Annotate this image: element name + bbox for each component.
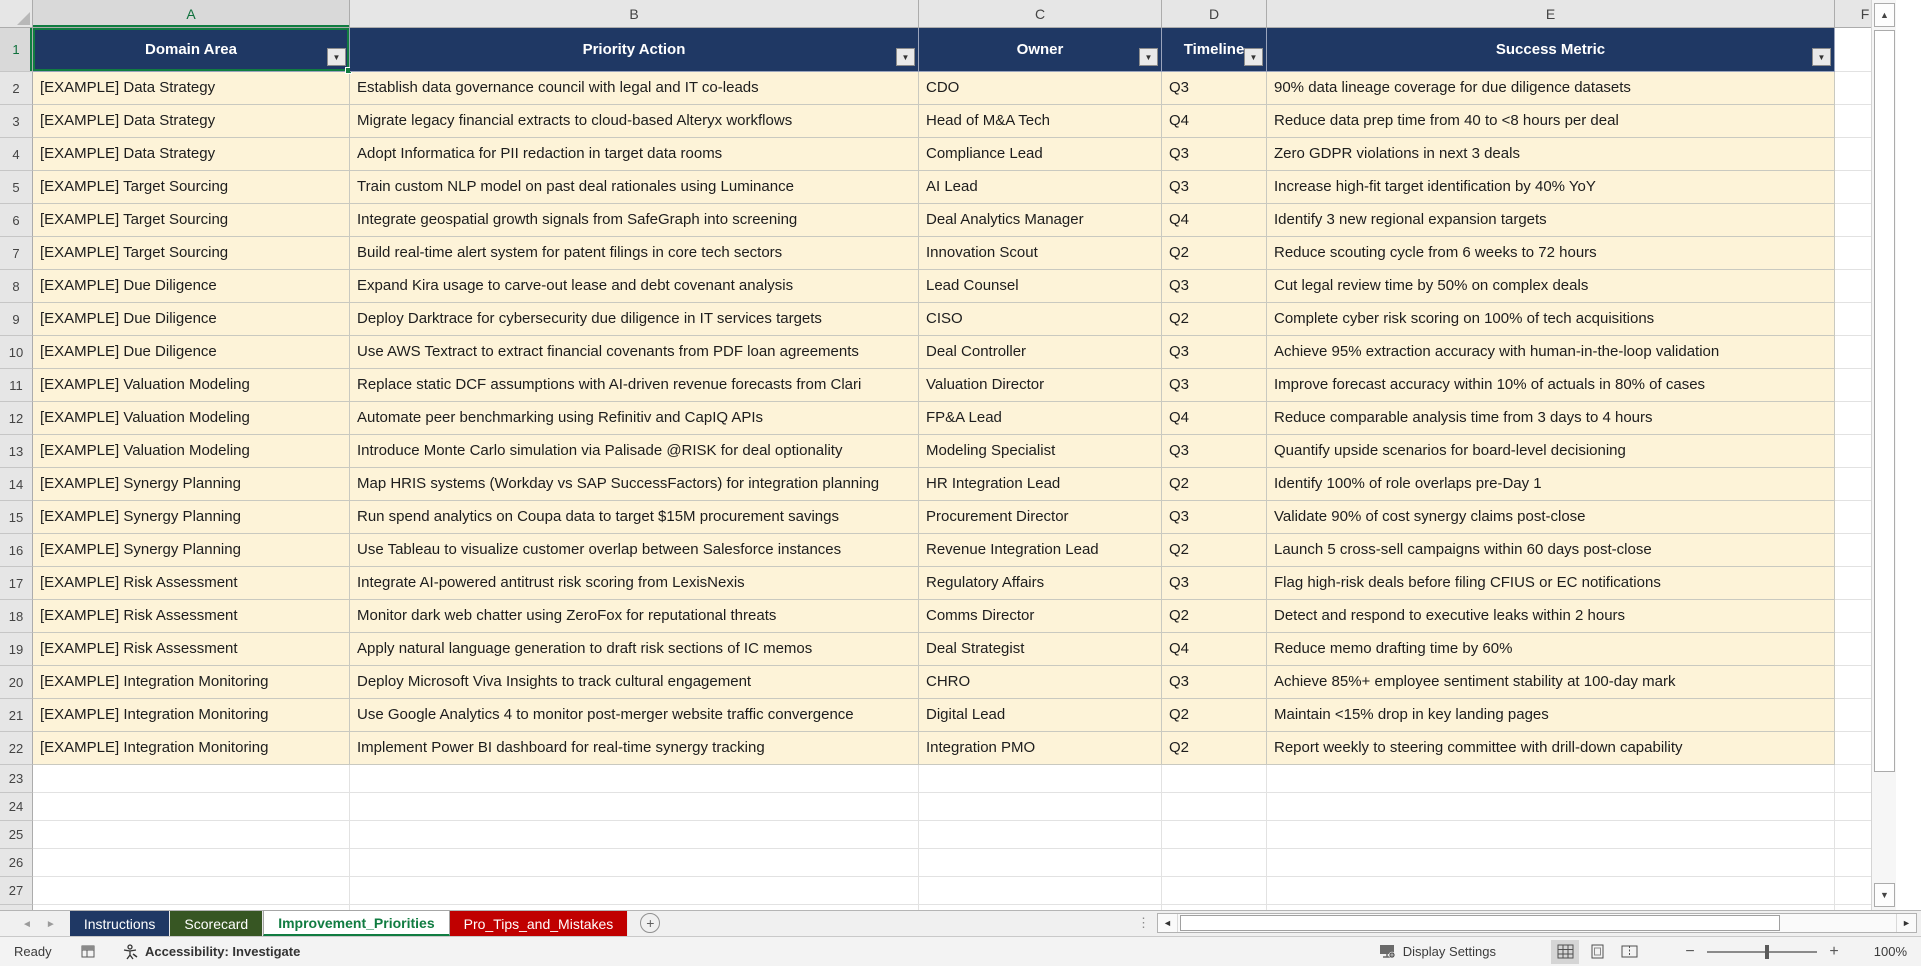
cell[interactable] bbox=[350, 793, 919, 821]
cell[interactable]: Integrate geospatial growth signals from SafeGraph into screening bbox=[350, 204, 919, 237]
cell[interactable]: Report weekly to steering committee with drill-down capability bbox=[1267, 732, 1835, 765]
table-row bbox=[33, 567, 1896, 600]
filter-dropdown-icon[interactable]: ▼ bbox=[1139, 48, 1158, 66]
filter-dropdown-icon[interactable]: ▼ bbox=[1244, 48, 1263, 66]
empty-row bbox=[33, 821, 1896, 849]
row-header[interactable]: 9 bbox=[0, 303, 33, 336]
cell[interactable]: Integrate AI-powered antitrust risk scoring from LexisNexis bbox=[350, 567, 919, 600]
cell[interactable]: Identify 100% of role overlaps pre-Day 1 bbox=[1267, 468, 1835, 501]
cell[interactable] bbox=[919, 765, 1162, 793]
horizontal-scroll-thumb[interactable] bbox=[1180, 915, 1780, 931]
select-all-triangle bbox=[17, 12, 30, 25]
row-header[interactable]: 23 bbox=[0, 765, 33, 793]
tab-bar-right bbox=[1137, 910, 1921, 936]
cell[interactable]: Reduce scouting cycle from 6 weeks to 72 hours bbox=[1267, 237, 1835, 270]
cell[interactable] bbox=[1162, 821, 1267, 849]
cell[interactable]: Q2 bbox=[1162, 468, 1267, 501]
cell[interactable]: Run spend analytics on Coupa data to target $15M procurement savings bbox=[350, 501, 919, 534]
cell[interactable]: Use AWS Textract to extract financial covenants from PDF loan agreements bbox=[350, 336, 919, 369]
cell[interactable] bbox=[33, 849, 350, 877]
sheet-tab-instructions[interactable]: Instructions bbox=[70, 911, 171, 936]
zoom-level[interactable]: 100% bbox=[1873, 944, 1907, 959]
cell[interactable] bbox=[33, 793, 350, 821]
status-right bbox=[1379, 940, 1921, 964]
cell[interactable] bbox=[919, 821, 1162, 849]
cell[interactable]: Introduce Monte Carlo simulation via Palisade @RISK for deal optionality bbox=[350, 435, 919, 468]
cell[interactable]: Achieve 95% extraction accuracy with human-in-the-loop validation bbox=[1267, 336, 1835, 369]
macro-record-icon[interactable] bbox=[80, 944, 96, 960]
status-left bbox=[0, 943, 300, 960]
cell[interactable]: [EXAMPLE] Data Strategy bbox=[33, 72, 350, 105]
sheet-tab-bar bbox=[0, 910, 1921, 936]
cell[interactable]: Q3 bbox=[1162, 666, 1267, 699]
cell[interactable]: CISO bbox=[919, 303, 1162, 336]
cell[interactable]: Q2 bbox=[1162, 699, 1267, 732]
cell[interactable]: Detect and respond to executive leaks within 2 hours bbox=[1267, 600, 1835, 633]
table-row bbox=[33, 270, 1896, 303]
scroll-up-icon[interactable]: ▲ bbox=[1874, 3, 1895, 27]
cell[interactable]: Apply natural language generation to draft risk sections of IC memos bbox=[350, 633, 919, 666]
cell[interactable] bbox=[919, 849, 1162, 877]
row-header[interactable]: 22 bbox=[0, 732, 33, 765]
table-row bbox=[33, 699, 1896, 732]
cell[interactable]: Q4 bbox=[1162, 402, 1267, 435]
empty-row bbox=[33, 793, 1896, 821]
scroll-left-icon[interactable]: ◄ bbox=[1158, 914, 1178, 932]
cell[interactable]: Deal Strategist bbox=[919, 633, 1162, 666]
cell[interactable]: HR Integration Lead bbox=[919, 468, 1162, 501]
table-row bbox=[33, 633, 1896, 666]
display-settings-label: Display Settings bbox=[1402, 944, 1496, 959]
header-label: Priority Action bbox=[582, 41, 686, 58]
row-header[interactable]: 26 bbox=[0, 849, 33, 877]
cell[interactable]: Q4 bbox=[1162, 105, 1267, 138]
cell[interactable]: Automate peer benchmarking using Refinitiv and CapIQ APIs bbox=[350, 402, 919, 435]
cell[interactable]: Deal Analytics Manager bbox=[919, 204, 1162, 237]
cell[interactable]: Reduce comparable analysis time from 3 days to 4 hours bbox=[1267, 402, 1835, 435]
cell[interactable]: Q3 bbox=[1162, 138, 1267, 171]
table-row bbox=[33, 72, 1896, 105]
cell[interactable]: Deal Controller bbox=[919, 336, 1162, 369]
display-settings-button[interactable] bbox=[1379, 944, 1496, 960]
cell[interactable]: Complete cyber risk scoring on 100% of tech acquisitions bbox=[1267, 303, 1835, 336]
table-row bbox=[33, 600, 1896, 633]
table-row bbox=[33, 105, 1896, 138]
cell[interactable]: [EXAMPLE] Valuation Modeling bbox=[33, 435, 350, 468]
cell[interactable] bbox=[33, 821, 350, 849]
cell[interactable]: Reduce data prep time from 40 to <8 hours per deal bbox=[1267, 105, 1835, 138]
tab-scroll-right-icon[interactable]: ► bbox=[45, 919, 56, 930]
page-break-preview-button[interactable] bbox=[1615, 940, 1643, 964]
row-header[interactable]: 10 bbox=[0, 336, 33, 369]
column-header-a[interactable]: A bbox=[33, 0, 350, 27]
cell[interactable]: [EXAMPLE] Synergy Planning bbox=[33, 468, 350, 501]
row-header[interactable]: 19 bbox=[0, 633, 33, 666]
scroll-down-icon[interactable]: ▼ bbox=[1874, 883, 1895, 907]
table-row bbox=[33, 666, 1896, 699]
cell[interactable]: Q3 bbox=[1162, 171, 1267, 204]
table-row bbox=[33, 138, 1896, 171]
cell[interactable]: Digital Lead bbox=[919, 699, 1162, 732]
table-row bbox=[33, 204, 1896, 237]
cell[interactable]: Adopt Informatica for PII redaction in target data rooms bbox=[350, 138, 919, 171]
cell[interactable]: [EXAMPLE] Synergy Planning bbox=[33, 534, 350, 567]
cell[interactable]: [EXAMPLE] Data Strategy bbox=[33, 105, 350, 138]
header-label: Owner bbox=[1016, 41, 1064, 58]
row-header[interactable]: 21 bbox=[0, 699, 33, 732]
cell[interactable]: [EXAMPLE] Risk Assessment bbox=[33, 600, 350, 633]
cell[interactable]: [EXAMPLE] Risk Assessment bbox=[33, 633, 350, 666]
row-header[interactable]: 20 bbox=[0, 666, 33, 699]
table-row bbox=[33, 303, 1896, 336]
horizontal-scrollbar[interactable] bbox=[1157, 913, 1917, 933]
cell[interactable]: Innovation Scout bbox=[919, 237, 1162, 270]
zoom-slider[interactable] bbox=[1707, 951, 1817, 953]
cell[interactable]: [EXAMPLE] Due Diligence bbox=[33, 303, 350, 336]
column-header-d[interactable]: D bbox=[1162, 0, 1267, 27]
cell[interactable]: Map HRIS systems (Workday vs SAP SuccessFactors) for integration planning bbox=[350, 468, 919, 501]
cell[interactable]: Maintain <15% drop in key landing pages bbox=[1267, 699, 1835, 732]
table-row bbox=[33, 369, 1896, 402]
row-header[interactable]: 16 bbox=[0, 534, 33, 567]
cell[interactable]: Quantify upside scenarios for board-level decisioning bbox=[1267, 435, 1835, 468]
cell[interactable]: Cut legal review time by 50% on complex deals bbox=[1267, 270, 1835, 303]
cell[interactable]: Expand Kira usage to carve-out lease and debt covenant analysis bbox=[350, 270, 919, 303]
header-cell-owner[interactable] bbox=[919, 28, 1162, 72]
vertical-scrollbar[interactable] bbox=[1871, 0, 1896, 910]
cell[interactable]: Q4 bbox=[1162, 633, 1267, 666]
cell[interactable]: [EXAMPLE] Target Sourcing bbox=[33, 237, 350, 270]
cell[interactable]: Achieve 85%+ employee sentiment stability at 100-day mark bbox=[1267, 666, 1835, 699]
vertical-scroll-thumb[interactable] bbox=[1874, 30, 1895, 772]
column-headers bbox=[0, 0, 1896, 28]
cell[interactable]: [EXAMPLE] Integration Monitoring bbox=[33, 699, 350, 732]
cell[interactable]: Valuation Director bbox=[919, 369, 1162, 402]
table-row bbox=[33, 237, 1896, 270]
cell[interactable]: Establish data governance council with legal and IT co-leads bbox=[350, 72, 919, 105]
table-row bbox=[33, 171, 1896, 204]
cell[interactable]: Q2 bbox=[1162, 303, 1267, 336]
table-header-row bbox=[33, 28, 1896, 72]
cell[interactable]: Reduce memo drafting time by 60% bbox=[1267, 633, 1835, 666]
cell[interactable]: Q3 bbox=[1162, 567, 1267, 600]
cell[interactable]: [EXAMPLE] Target Sourcing bbox=[33, 204, 350, 237]
cell[interactable] bbox=[1267, 821, 1835, 849]
header-cell-priority-action[interactable] bbox=[350, 28, 919, 72]
sheet-tab-pro_tips_and_mistakes[interactable]: Pro_Tips_and_Mistakes bbox=[450, 911, 629, 936]
table-row bbox=[33, 468, 1896, 501]
row-header[interactable]: 1 bbox=[0, 28, 33, 72]
row-header[interactable]: 15 bbox=[0, 501, 33, 534]
page-layout-view-button[interactable] bbox=[1583, 940, 1611, 964]
empty-row bbox=[33, 877, 1896, 905]
cell[interactable]: Improve forecast accuracy within 10% of actuals in 80% of cases bbox=[1267, 369, 1835, 402]
filter-dropdown-icon[interactable]: ▼ bbox=[327, 48, 346, 66]
table-row bbox=[33, 402, 1896, 435]
cell[interactable]: Q3 bbox=[1162, 336, 1267, 369]
cell[interactable]: CDO bbox=[919, 72, 1162, 105]
row-header[interactable]: 3 bbox=[0, 105, 33, 138]
cell[interactable] bbox=[1162, 877, 1267, 905]
header-label: Success Metric bbox=[1495, 41, 1606, 58]
row-header[interactable]: 13 bbox=[0, 435, 33, 468]
filter-dropdown-icon[interactable]: ▼ bbox=[896, 48, 915, 66]
sheet-tab-improvement_priorities[interactable]: Improvement_Priorities bbox=[263, 910, 449, 936]
cell[interactable] bbox=[1162, 849, 1267, 877]
header-label: Domain Area bbox=[145, 41, 237, 58]
cell[interactable]: Lead Counsel bbox=[919, 270, 1162, 303]
grid-main bbox=[0, 28, 1896, 910]
cell[interactable]: Zero GDPR violations in next 3 deals bbox=[1267, 138, 1835, 171]
sheet-tabs bbox=[70, 911, 628, 936]
tab-scroll-left-icon[interactable]: ◄ bbox=[22, 919, 32, 930]
column-header-e[interactable]: E bbox=[1267, 0, 1835, 27]
cell[interactable]: [EXAMPLE] Target Sourcing bbox=[33, 171, 350, 204]
cell[interactable]: Launch 5 cross-sell campaigns within 60 days post-close bbox=[1267, 534, 1835, 567]
row-header[interactable]: 18 bbox=[0, 600, 33, 633]
cell[interactable]: Q3 bbox=[1162, 270, 1267, 303]
cell[interactable] bbox=[350, 765, 919, 793]
zoom-slider-thumb[interactable] bbox=[1765, 945, 1769, 959]
cell[interactable] bbox=[1267, 765, 1835, 793]
cell[interactable]: Procurement Director bbox=[919, 501, 1162, 534]
status-bar bbox=[0, 936, 1921, 966]
tab-splitter-icon[interactable]: ⋮ bbox=[1137, 915, 1151, 930]
header-cell-success-metric[interactable] bbox=[1267, 28, 1835, 72]
row-header[interactable]: 17 bbox=[0, 567, 33, 600]
cell[interactable]: Head of M&A Tech bbox=[919, 105, 1162, 138]
cells-area bbox=[33, 28, 1896, 910]
row-header[interactable]: 27 bbox=[0, 877, 33, 905]
cell[interactable]: Use Google Analytics 4 to monitor post-merger website traffic convergence bbox=[350, 699, 919, 732]
zoom-control bbox=[1683, 943, 1841, 961]
cell[interactable]: Q2 bbox=[1162, 732, 1267, 765]
cell[interactable]: [EXAMPLE] Risk Assessment bbox=[33, 567, 350, 600]
cell[interactable]: Use Tableau to visualize customer overlap between Salesforce instances bbox=[350, 534, 919, 567]
row-header[interactable]: 2 bbox=[0, 72, 33, 105]
header-cell-timeline[interactable] bbox=[1162, 28, 1267, 72]
accessibility-icon bbox=[122, 943, 139, 960]
cell[interactable]: [EXAMPLE] Valuation Modeling bbox=[33, 402, 350, 435]
tab-nav-arrows bbox=[0, 919, 70, 936]
cell[interactable] bbox=[1267, 793, 1835, 821]
new-sheet-button[interactable]: + bbox=[640, 913, 660, 933]
row-header[interactable]: 6 bbox=[0, 204, 33, 237]
cell[interactable]: Migrate legacy financial extracts to cloud-based Alteryx workflows bbox=[350, 105, 919, 138]
cell[interactable] bbox=[33, 877, 350, 905]
filter-dropdown-icon[interactable]: ▼ bbox=[1812, 48, 1831, 66]
cell[interactable]: [EXAMPLE] Due Diligence bbox=[33, 336, 350, 369]
cell[interactable]: Validate 90% of cost synergy claims post-close bbox=[1267, 501, 1835, 534]
cell[interactable]: Regulatory Affairs bbox=[919, 567, 1162, 600]
row-header[interactable]: 7 bbox=[0, 237, 33, 270]
cell[interactable]: Implement Power BI dashboard for real-time synergy tracking bbox=[350, 732, 919, 765]
cell[interactable]: Compliance Lead bbox=[919, 138, 1162, 171]
table-row bbox=[33, 501, 1896, 534]
row-header[interactable]: 11 bbox=[0, 369, 33, 402]
cell[interactable]: 90% data lineage coverage for due diligence datasets bbox=[1267, 72, 1835, 105]
cell[interactable]: [EXAMPLE] Valuation Modeling bbox=[33, 369, 350, 402]
column-header-b[interactable]: B bbox=[350, 0, 919, 27]
cell[interactable]: Replace static DCF assumptions with AI-driven revenue forecasts from Clari bbox=[350, 369, 919, 402]
cell[interactable]: Q4 bbox=[1162, 204, 1267, 237]
cell[interactable]: Q3 bbox=[1162, 501, 1267, 534]
empty-row bbox=[33, 849, 1896, 877]
select-all-corner[interactable] bbox=[0, 0, 33, 27]
cell[interactable] bbox=[350, 849, 919, 877]
cell[interactable]: Build real-time alert system for patent filings in core tech sectors bbox=[350, 237, 919, 270]
cell[interactable]: Train custom NLP model on past deal rationales using Luminance bbox=[350, 171, 919, 204]
cell[interactable]: AI Lead bbox=[919, 171, 1162, 204]
table-row bbox=[33, 732, 1896, 765]
cell[interactable]: Comms Director bbox=[919, 600, 1162, 633]
zoom-in-button[interactable]: + bbox=[1829, 942, 1839, 960]
cell[interactable]: Q3 bbox=[1162, 369, 1267, 402]
header-cell-domain-area[interactable] bbox=[33, 28, 350, 72]
cell[interactable] bbox=[350, 877, 919, 905]
view-shortcuts bbox=[1551, 940, 1643, 964]
row-header[interactable]: 24 bbox=[0, 793, 33, 821]
column-header-c[interactable]: C bbox=[919, 0, 1162, 27]
cell[interactable]: Modeling Specialist bbox=[919, 435, 1162, 468]
cell[interactable] bbox=[1267, 877, 1835, 905]
table-row bbox=[33, 336, 1896, 369]
table-row bbox=[33, 435, 1896, 468]
cell[interactable]: CHRO bbox=[919, 666, 1162, 699]
column-header-f[interactable]: F bbox=[1835, 0, 1896, 27]
cell[interactable]: [EXAMPLE] Integration Monitoring bbox=[33, 666, 350, 699]
cell[interactable]: [EXAMPLE] Synergy Planning bbox=[33, 501, 350, 534]
cell[interactable]: Q3 bbox=[1162, 435, 1267, 468]
cell[interactable]: Q3 bbox=[1162, 72, 1267, 105]
cell[interactable]: [EXAMPLE] Integration Monitoring bbox=[33, 732, 350, 765]
status-mode: Ready bbox=[14, 944, 52, 959]
normal-view-button[interactable] bbox=[1551, 940, 1579, 964]
accessibility-status[interactable] bbox=[122, 943, 300, 960]
row-header[interactable]: 14 bbox=[0, 468, 33, 501]
scroll-right-icon[interactable]: ► bbox=[1896, 914, 1916, 932]
cell[interactable] bbox=[33, 765, 350, 793]
cell[interactable] bbox=[1162, 765, 1267, 793]
display-settings-icon bbox=[1379, 944, 1397, 960]
row-header[interactable]: 5 bbox=[0, 171, 33, 204]
cell[interactable] bbox=[919, 877, 1162, 905]
cell[interactable]: Q2 bbox=[1162, 600, 1267, 633]
empty-row bbox=[33, 765, 1896, 793]
cell[interactable] bbox=[919, 793, 1162, 821]
cell[interactable]: Integration PMO bbox=[919, 732, 1162, 765]
cell[interactable]: Revenue Integration Lead bbox=[919, 534, 1162, 567]
cell[interactable]: Flag high-risk deals before filing CFIUS or EC notifications bbox=[1267, 567, 1835, 600]
row-header[interactable]: 4 bbox=[0, 138, 33, 171]
row-header[interactable]: 12 bbox=[0, 402, 33, 435]
row-header[interactable]: 25 bbox=[0, 821, 33, 849]
cell[interactable]: [EXAMPLE] Data Strategy bbox=[33, 138, 350, 171]
cell[interactable] bbox=[1162, 793, 1267, 821]
cell[interactable]: Monitor dark web chatter using ZeroFox for reputational threats bbox=[350, 600, 919, 633]
row-header[interactable]: 8 bbox=[0, 270, 33, 303]
cell[interactable]: Increase high-fit target identification by 40% YoY bbox=[1267, 171, 1835, 204]
row-gutter bbox=[0, 28, 33, 910]
cell[interactable]: Identify 3 new regional expansion targets bbox=[1267, 204, 1835, 237]
table-rows bbox=[33, 72, 1896, 933]
cell[interactable] bbox=[1267, 849, 1835, 877]
cell[interactable]: Deploy Darktrace for cybersecurity due diligence in IT services targets bbox=[350, 303, 919, 336]
accessibility-label: Accessibility: Investigate bbox=[145, 944, 301, 959]
cell[interactable]: FP&A Lead bbox=[919, 402, 1162, 435]
cell[interactable]: [EXAMPLE] Due Diligence bbox=[33, 270, 350, 303]
sheet-tab-scorecard[interactable]: Scorecard bbox=[170, 911, 263, 936]
cell[interactable]: Deploy Microsoft Viva Insights to track cultural engagement bbox=[350, 666, 919, 699]
cell[interactable]: Q2 bbox=[1162, 534, 1267, 567]
header-label: Timeline bbox=[1183, 41, 1245, 58]
zoom-out-button[interactable]: − bbox=[1685, 942, 1695, 960]
table-row bbox=[33, 534, 1896, 567]
cell[interactable] bbox=[350, 821, 919, 849]
cell[interactable]: Q2 bbox=[1162, 237, 1267, 270]
